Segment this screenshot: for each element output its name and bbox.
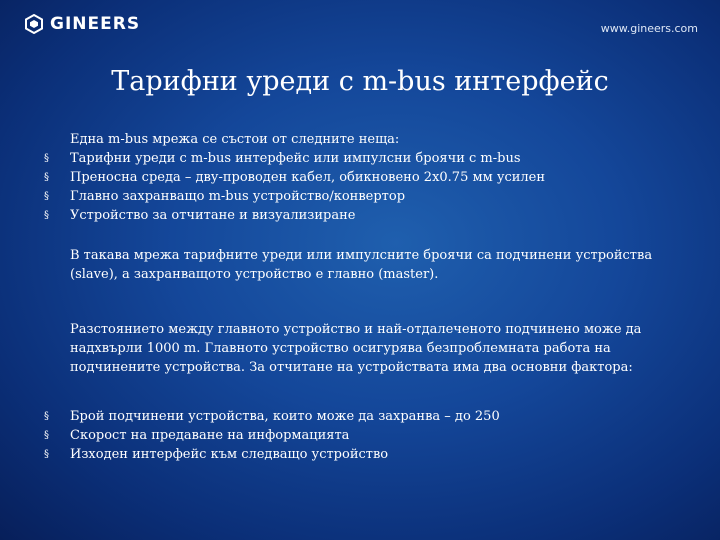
slide-content <box>70 130 700 464</box>
list-item: § Изходен интерфейс към следващо устройство <box>70 445 700 464</box>
logo-text: GINEERS <box>50 14 141 34</box>
list-item: § Тарифни уреди с m-bus интерфейс или импулсни броячи с m-bus <box>70 149 700 168</box>
components-list <box>70 149 700 225</box>
list-item: § Главно захранващо m-bus устройство/конвертор <box>70 187 700 206</box>
list-item: § Брой подчинени устройства, които може да захранва – до 250 <box>70 407 700 426</box>
factors-list <box>70 407 700 464</box>
network-paragraph: В такава мрежа тарифните уреди или импулсните броячи са подчинени устройства (slave), а захранващото устройство е главно (master). <box>70 248 653 282</box>
list-item: § Скорост на предаване на информацията <box>70 426 700 445</box>
website-url: www.gineers.com <box>600 22 698 35</box>
list-item: § Устройство за отчитане и визуализиране <box>70 206 700 225</box>
slide-title: Тарифни уреди с m-bus интерфейс <box>111 66 609 97</box>
distance-paragraph: Разстоянието между главното устройство и най-отдалеченото подчинено може да надхвърли 1000 m. Главното устройство осигурява безпроблемната работа на подчинените устройства. За отчитане на устройствата има два основни фактора: <box>70 322 642 375</box>
gineers-logo-icon <box>24 14 44 34</box>
list-item: § Преносна среда – дву-проводен кабел, обикновено 2x0.75 мм усилен <box>70 168 700 187</box>
intro-text: Една m-bus мрежа се състои от следните неща: <box>70 132 400 147</box>
logo <box>24 14 140 34</box>
